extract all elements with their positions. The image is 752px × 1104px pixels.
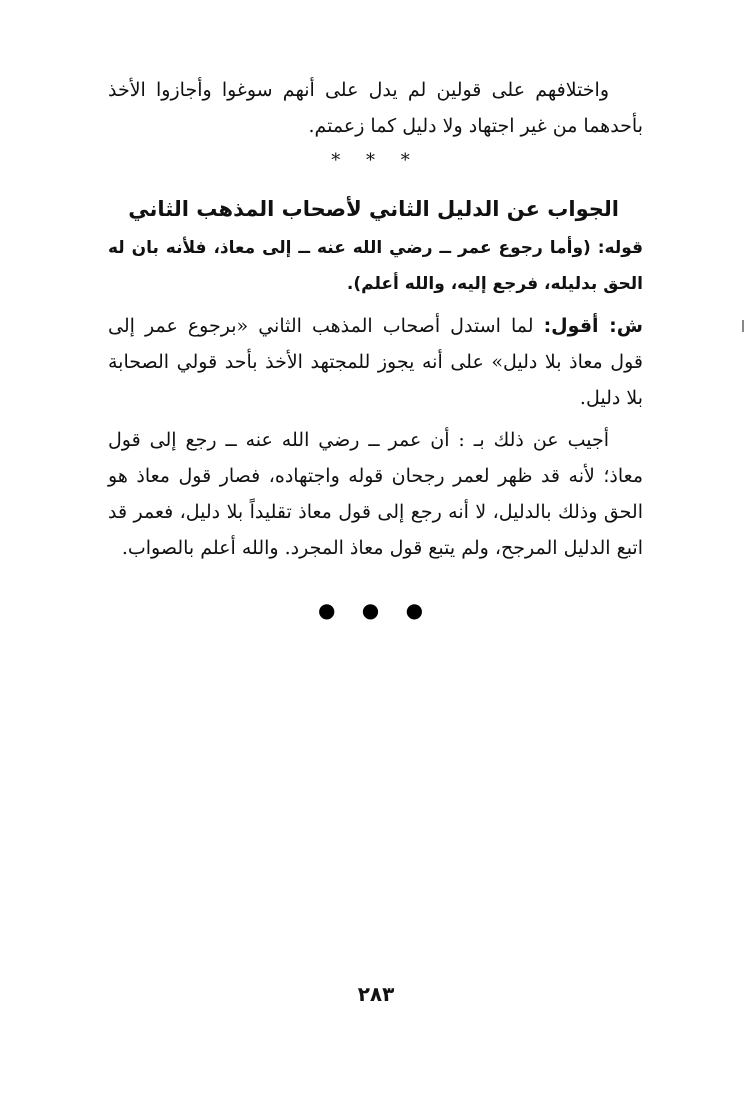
section-title: الجواب عن الدليل الثاني لأصحاب المذهب الثاني	[128, 197, 619, 221]
paragraph-3-lead: ش: أقول:	[543, 315, 643, 337]
quoted-text: قوله: (وأما رجوع عمر ــ رضي الله عنه ــ إلى معاذ، فلأنه بان له الحق بدليله، فرجع إليه، والله أعلم).	[108, 238, 643, 294]
paragraph-3	[108, 308, 643, 416]
paragraph-1: واختلافهم على قولين لم يدل على أنهم سوغوا وأجازوا الأخذ بأحدهما من غير اجتهاد ولا دليل كما زعمتم.	[108, 79, 643, 137]
paragraph-3-text: لما استدل أصحاب المذهب الثاني «برجوع عمر إلى قول معاذ بلا دليل» على أنه يجوز للمجتهد الأخذ بأحد قولي الصحابة بلا دليل.	[108, 315, 643, 409]
end-of-section-dots: ● ● ●	[317, 598, 434, 622]
page-body	[108, 72, 643, 622]
section-separator-stars: * * *	[331, 150, 420, 171]
page-number: ٢٨٣	[357, 982, 395, 1006]
paragraph-4: أجيب عن ذلك بـ : أن عمر ــ رضي الله عنه ــ رجع إلى قول معاذ؛ لأنه قد ظهر لعمر رجحان قوله واجتهاده، فصار قول معاذ هو الحق وذلك بالدليل، لا أنه رجع إلى قول معاذ تقليداً بلا دليل، فعمر قد اتبع الدليل المرجح، ولم يتبع قول معاذ المجرد. والله أعلم بالصواب.	[108, 429, 643, 559]
margin-mark	[742, 320, 744, 332]
